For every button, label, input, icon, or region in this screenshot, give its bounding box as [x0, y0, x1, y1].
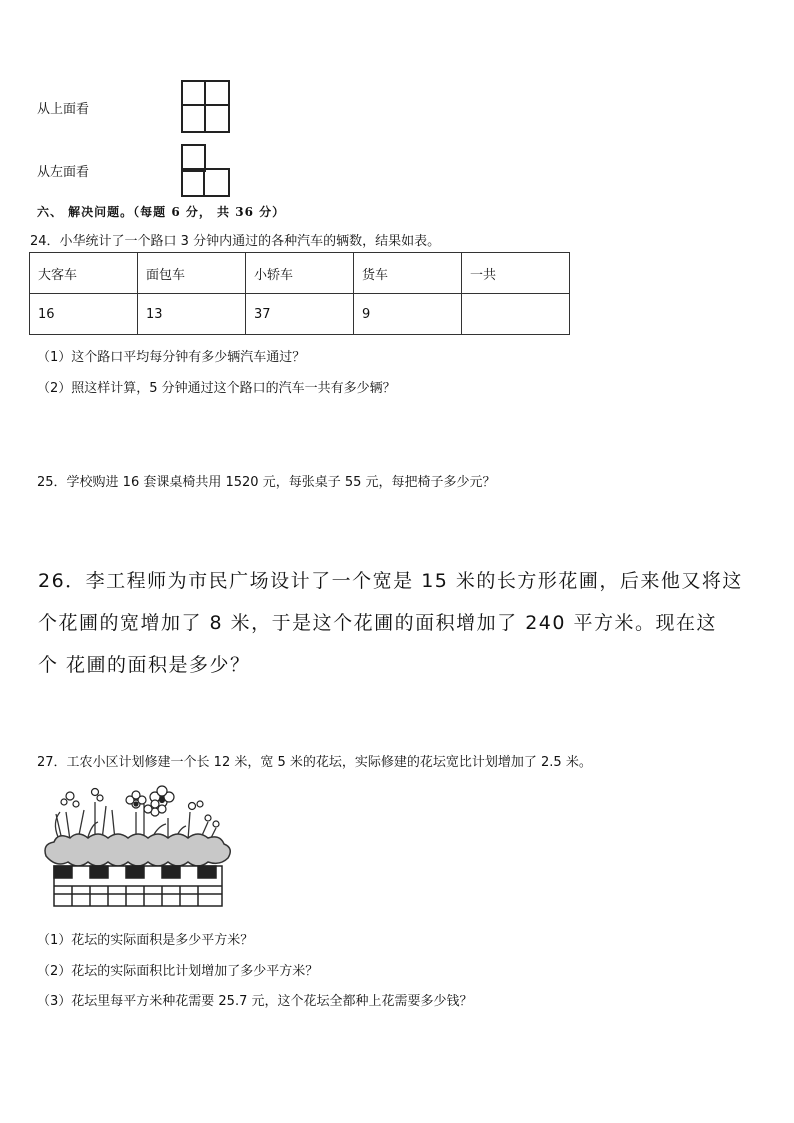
section-title: 六、 解决问题。（每题 6 分， 共 36 分）	[37, 205, 286, 219]
table-value-cell: 13	[138, 294, 246, 335]
q27-sub1: （1）花坛的实际面积是多少平方米？	[37, 933, 254, 948]
flower-icon	[61, 786, 219, 827]
q27-stem: 27．工农小区计划修建一个长 12 米，宽 5 米的花坛，实际修建的花坛宽比计划增加了 2.5 米。	[37, 755, 592, 770]
top-view-label: 从上面看	[37, 102, 90, 117]
q24-sub2: （2）照这样计算，5 分钟通过这个路口的汽车一共有多少辆？	[37, 381, 396, 396]
q25-stem: 25．学校购进 16 套课桌椅共用 1520 元，每张桌子 55 元，每把椅子多少元？	[37, 475, 496, 490]
q27-sub2: （2）花坛的实际面积比计划增加了多少平方米？	[37, 964, 319, 979]
table-value-cell: 9	[354, 294, 462, 335]
table-value-cell: 16	[30, 294, 138, 335]
table-header-cell: 小轿车	[246, 253, 354, 294]
q27-sub3: （3）花坛里每平方米种花需要 25.7 元，这个花坛全都种上花需要多少钱？	[37, 994, 473, 1009]
q24-stem: 24．小华统计了一个路口 3 分钟内通过的各种汽车的辆数，结果如表。	[30, 234, 441, 249]
q24-sub1: （1）这个路口平均每分钟有多少辆汽车通过？	[37, 350, 306, 365]
left-view-label: 从左面看	[37, 165, 90, 180]
table-header-cell: 一共	[462, 253, 570, 294]
table-header-cell: 面包车	[138, 253, 246, 294]
flower-bed-illustration	[40, 782, 240, 912]
vehicle-count-table	[29, 252, 570, 335]
table-header-row	[30, 253, 570, 294]
table-value-row	[30, 294, 570, 335]
table-value-cell	[462, 294, 570, 335]
table-value-cell: 37	[246, 294, 354, 335]
q26-line1: 26．李工程师为市民广场设计了一个宽是 15 米的长方形花圃，后来他又将这	[38, 570, 743, 592]
q26-line2: 个花圃的宽增加了 8 米，于是这个花圃的面积增加了 240 平方米。现在这	[38, 612, 718, 634]
q26-line3: 个 花圃的面积是多少？	[38, 654, 251, 676]
table-header-cell: 大客车	[30, 253, 138, 294]
table-header-cell: 货车	[354, 253, 462, 294]
